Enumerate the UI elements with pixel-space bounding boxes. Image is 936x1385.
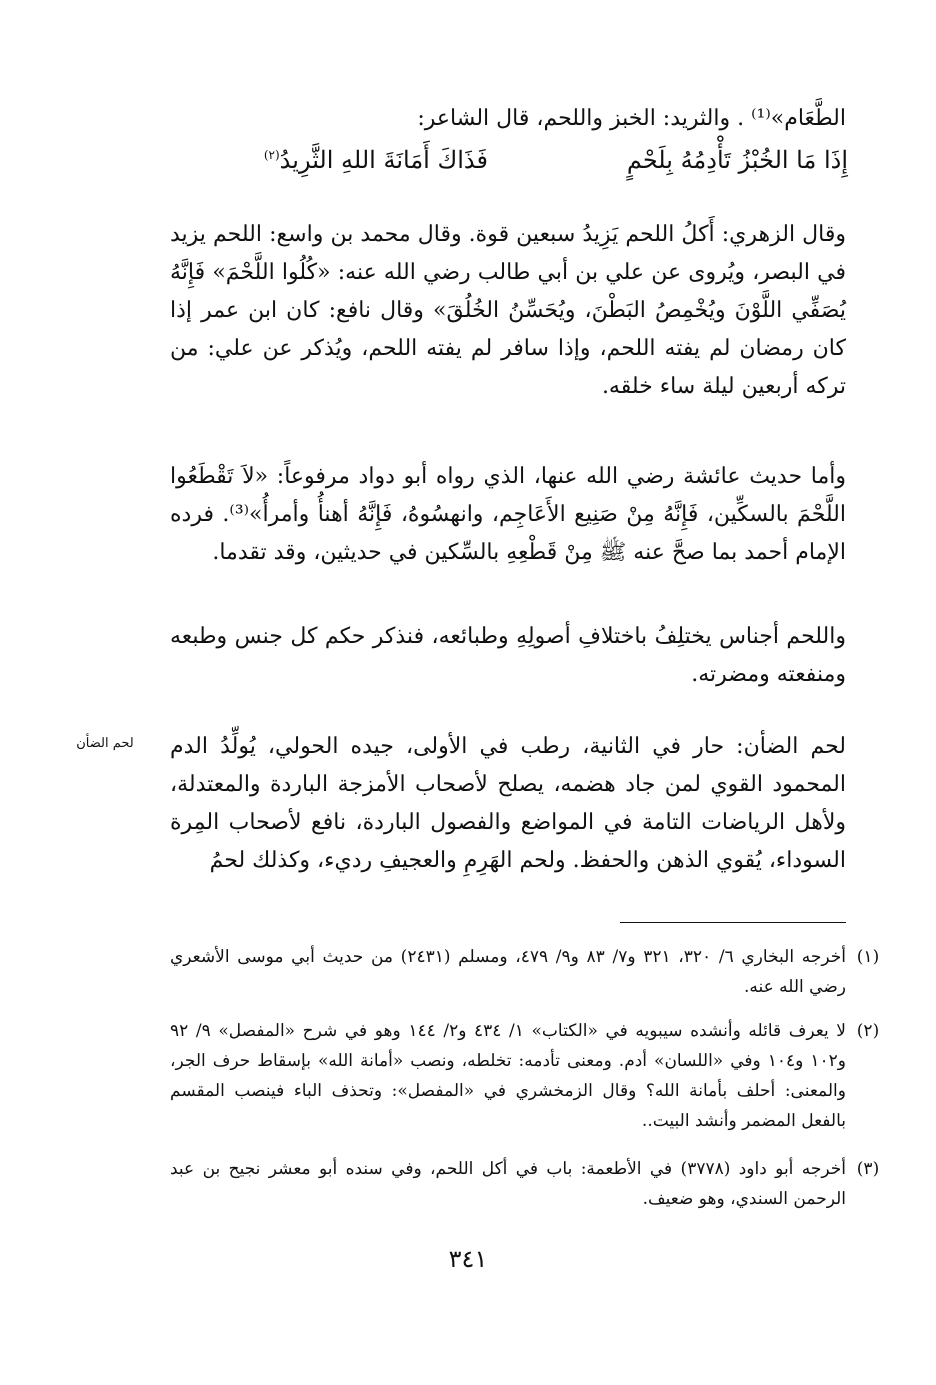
footnote-text: لا يعرف قائله وأنشده سيبويه في «الكتاب» ١/ ٤٣٤ و٢/ ١٤٤ وهو في شرح «المفصل» ٩/ ٩٢ و١٠٢ و١٠٤ وفي «اللسان» أدم. ومعنى تأدمه: تخلطه، ونصب «أمانة الله» بإسقاط حرف الجر، والمعنى: أحلف بأمانة الله؟ وقال الزمخشري في «المفصل»: وتحذف الباء فينصب المقسم بالفعل المضمر وأنشد البيت.. [170, 1021, 846, 1131]
margin-note: لحم الضأن [76, 736, 134, 751]
verse-first-hemistich: إِذَا مَا الخُبْزُ تَأْدِمُهُ بِلَحْمٍ [626, 146, 848, 174]
intro-line: الطَّعَام»⁽¹⁾ . والثريد: الخبز واللحم، قال الشاعر: [417, 106, 846, 131]
footnote-separator [620, 922, 846, 923]
paragraph-zuhri: وقال الزهري: أَكلُ اللحم يَزِيدُ سبعين قوة. وقال محمد بن واسع: اللحم يزيد في البصر، ويُروى عن علي بن أبي طالب رضي الله عنه: «كُلُوا اللَّحْمَ» فَإِنَّهُ يُصَفِّي اللَّوْنَ ويُخْمِصُ البَطْنَ، ويُحَسِّنُ الخُلُقَ» وقال نافع: كان ابن عمر إذا كان رمضان لم يفته اللحم، وإذا سافر لم يفته اللحم، ويُذكر عن علي: من تركه أربعين ليلة ساء خلقه. [170, 222, 846, 399]
footnote-number: (١) [856, 947, 880, 967]
page-number: ٣٤١ [448, 1245, 488, 1273]
paragraph-aisha-hadith: وأما حديث عائشة رضي الله عنها، الذي رواه أبو دواد مرفوعاً: «لاَ تَقْطَعُوا اللَّحْمَ بالسكِّين، فَإِنَّهُ مِنْ صَنِيع الأَعَاجِم، وانهسُوهُ، فَإِنَّهُ أهنأُ وأمرأُ»⁽³⁾. فرده الإمام أحمد بما صحَّ عنه ﷺ مِنْ قَطْعِهِ بالسِّكين في حديثين، وقد تقدما. [170, 464, 846, 565]
verse-second-hemistich: فَذَاكَ أَمَانَةَ اللهِ الثَّرِيدُ [279, 146, 488, 174]
footnote-text: أخرجه أبو داود (٣٧٧٨) في الأطعمة: باب في أكل اللحم، وفي سنده أبو معشر نجيح بن عبد الرحمن السندي، وهو ضعيف. [170, 1159, 846, 1209]
paragraph-meat-types: واللحم أجناس يختلِفُ باختلافِ أصولِهِ وطبائعه، فنذكر حكم كل جنس وطبعه ومنفعته ومضرته. [170, 624, 846, 687]
footnote-1 [170, 942, 880, 1002]
footnote-number: (٣) [856, 1159, 880, 1179]
footnote-text: أخرجه البخاري ٦/ ٣٢٠، ٣٢١ و٧/ ٨٣ و٩/ ٤٧٩، ومسلم (٢٤٣١) من حديث أبي موسى الأشعري رضي الله عنه. [170, 947, 846, 997]
paragraph-mutton: لحم الضأن: حار في الثانية، رطب في الأولى، جيده الحولي، يُولِّدُ الدم المحمود القوي لمن جاد هضمه، يصلح لأصحاب الأمزجة الباردة والمعتدلة، ولأهل الرياضات التامة في المواضع والفصول الباردة، نافع لأصحاب المِرة السوداء، يُقوي الذهن والحفظ. ولحم الهَرِمِ والعجيفِ رديء، وكذلك لحمُ [170, 734, 846, 873]
footnote-number: (٢) [856, 1021, 880, 1041]
footnote-3 [170, 1154, 880, 1214]
verse-footnote-ref: (٢) [263, 148, 280, 162]
footnote-2 [170, 1016, 880, 1136]
poetry-verse [150, 140, 848, 180]
